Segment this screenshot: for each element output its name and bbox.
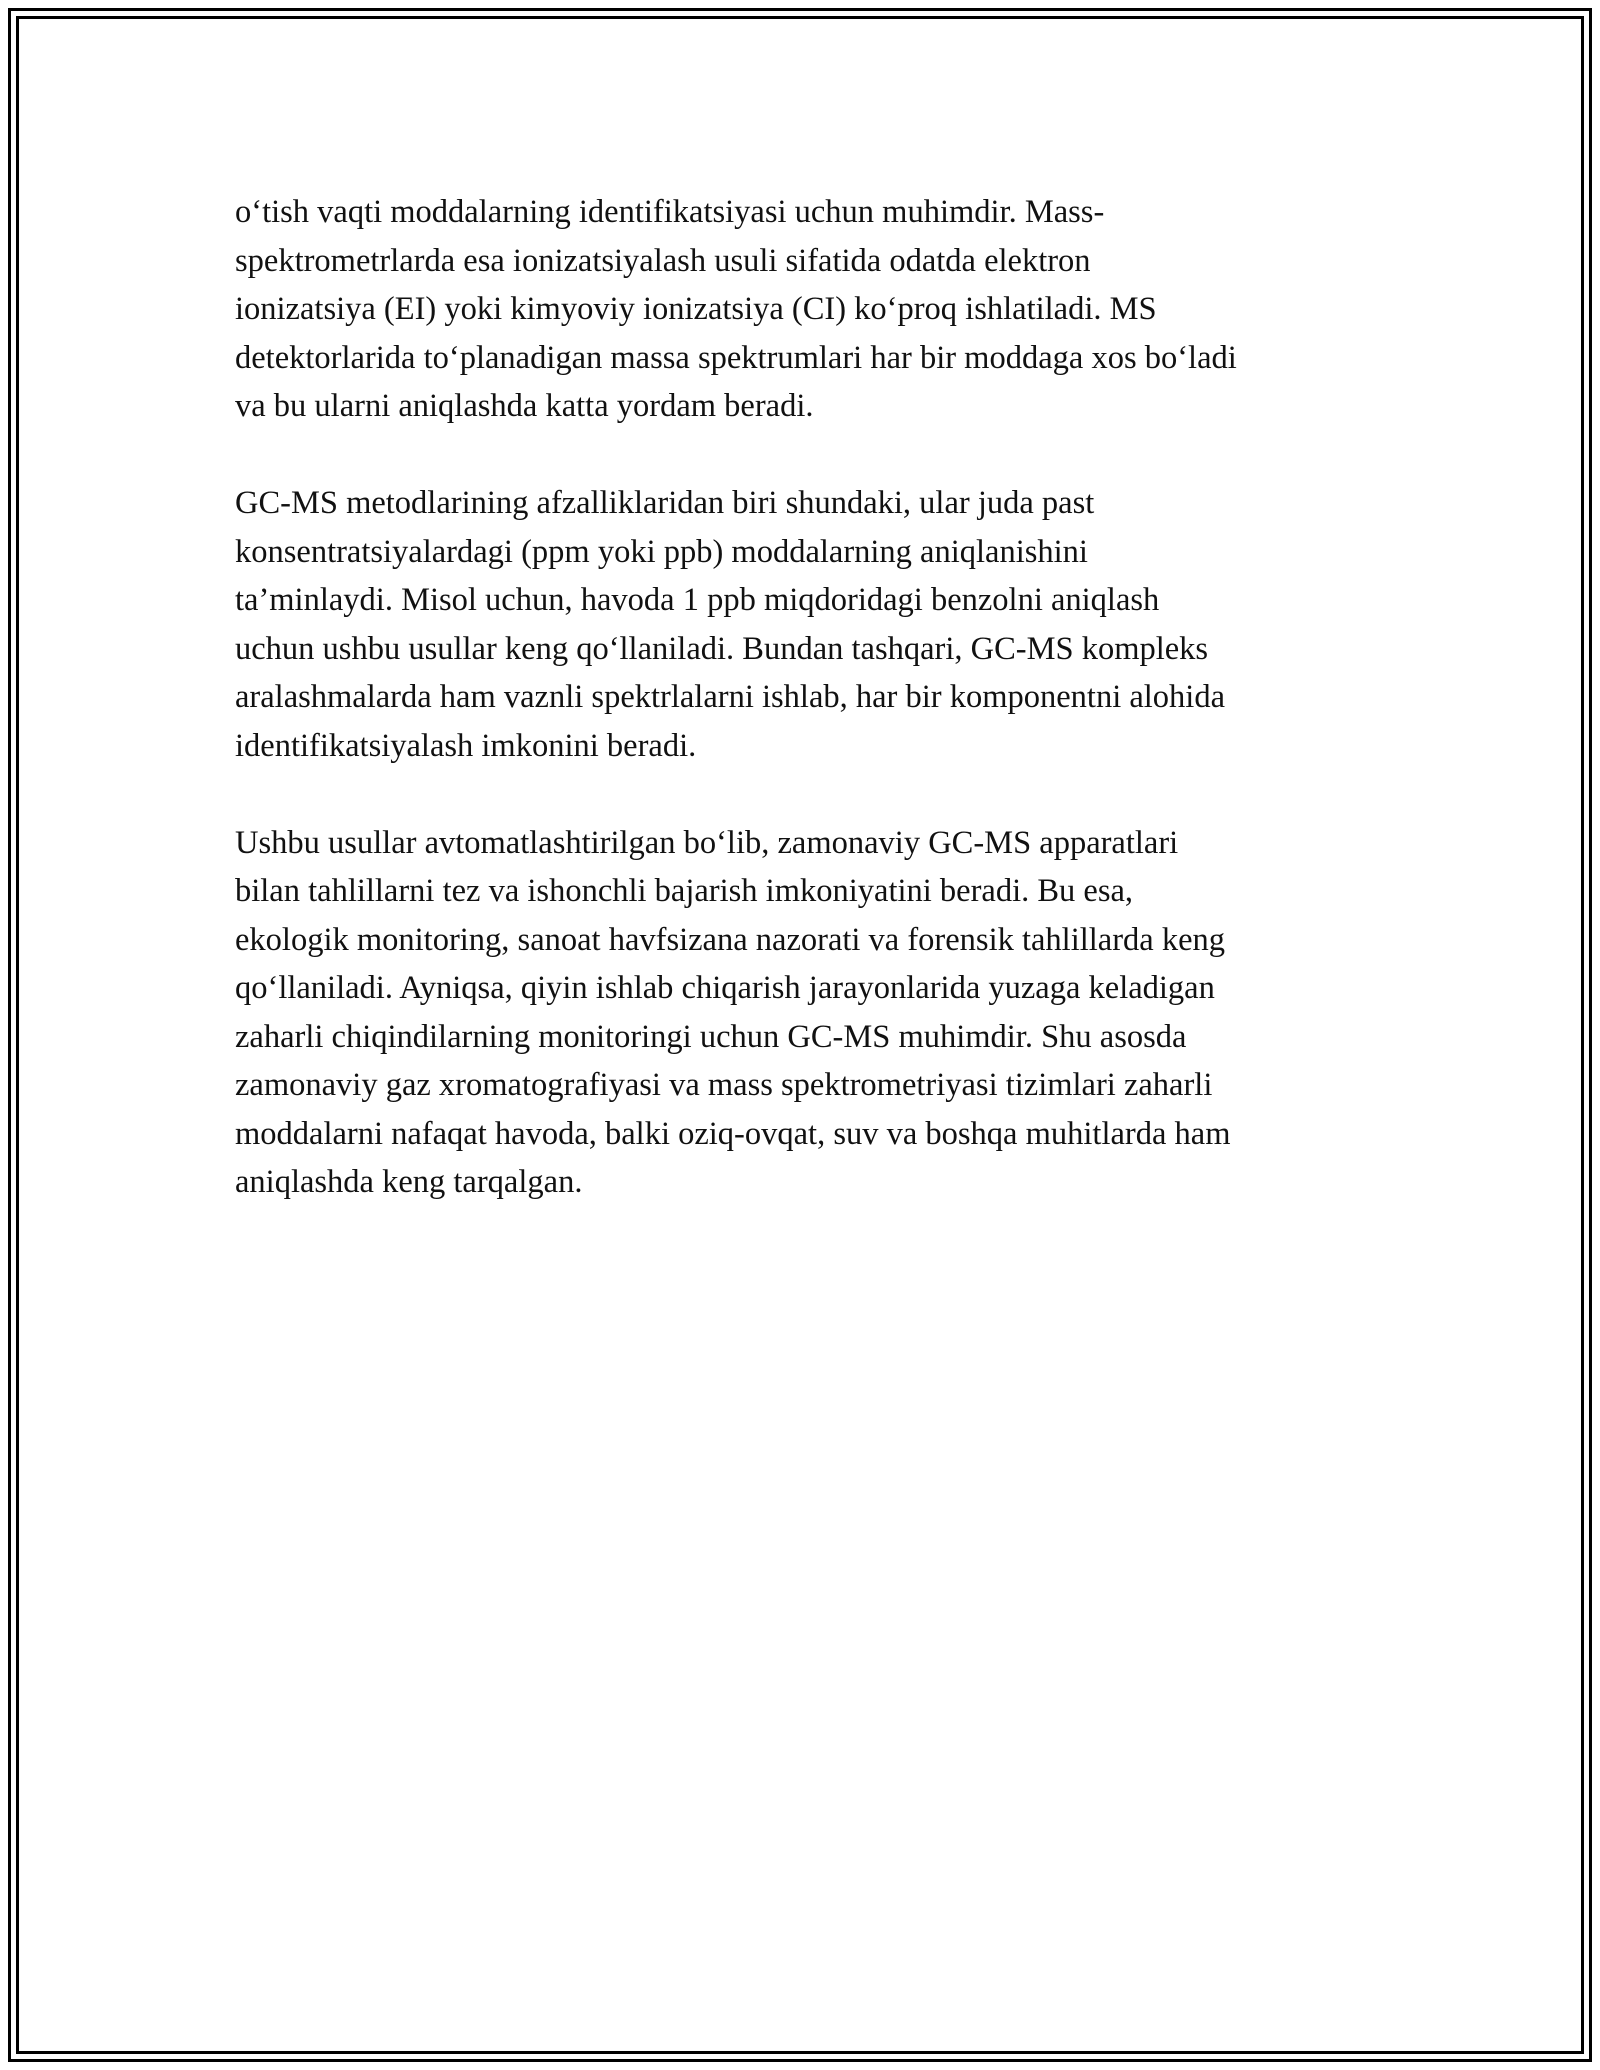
document-body: [235, 188, 1375, 1207]
paragraph-1: o‘tish vaqti moddalarning identifikatsiyasi uchun muhimdir. Mass- spektrometrlarda esa ionizatsiyalash usuli sifatida odatda elektron ionizatsiya (EI) yoki kimyoviy ionizatsiya (CI) ko‘proq ishlatiladi. MS detektorlarida to‘planadigan massa spektrumlari har bir moddaga xos bo‘ladi va bu ularni aniqlashda katta yordam beradi.: [235, 194, 1237, 424]
paragraph-3: Ushbu usullar avtomatlashtirilgan bo‘lib, zamonaviy GC-MS apparatlari bilan tahlillarni tez va ishonchli bajarish imkoniyatini beradi. Bu esa, ekologik monitoring, sanoat havfsizana nazorati va forensik tahlillarda keng qo‘llaniladi. Ayniqsa, qiyin ishlab chiqarish jarayonlarida yuzaga keladigan zaharli chiqindilarning monitoringi uchun GC-MS muhimdir. Shu asosda zamonaviy gaz xromatografiyasi va mass spektrometriyasi tizimlari zaharli moddalarni nafaqat havoda, balki oziq-ovqat, suv va boshqa muhitlarda ham aniqlashda keng tarqalgan.: [235, 824, 1231, 1200]
paragraph-2: GC-MS metodlarining afzalliklaridan biri shundaki, ular juda past konsentratsiyalardagi (ppm yoki ppb) moddalarning aniqlanishini ta’minlaydi. Misol uchun, havoda 1 ppb miqdoridagi benzolni aniqlash uchun ushbu usullar keng qo‘llaniladi. Bundan tashqari, GC-MS kompleks aralashmalarda ham vaznli spektrlalarni ishlab, har bir komponentni alohida identifikatsiyalash imkonini beradi.: [235, 485, 1226, 764]
